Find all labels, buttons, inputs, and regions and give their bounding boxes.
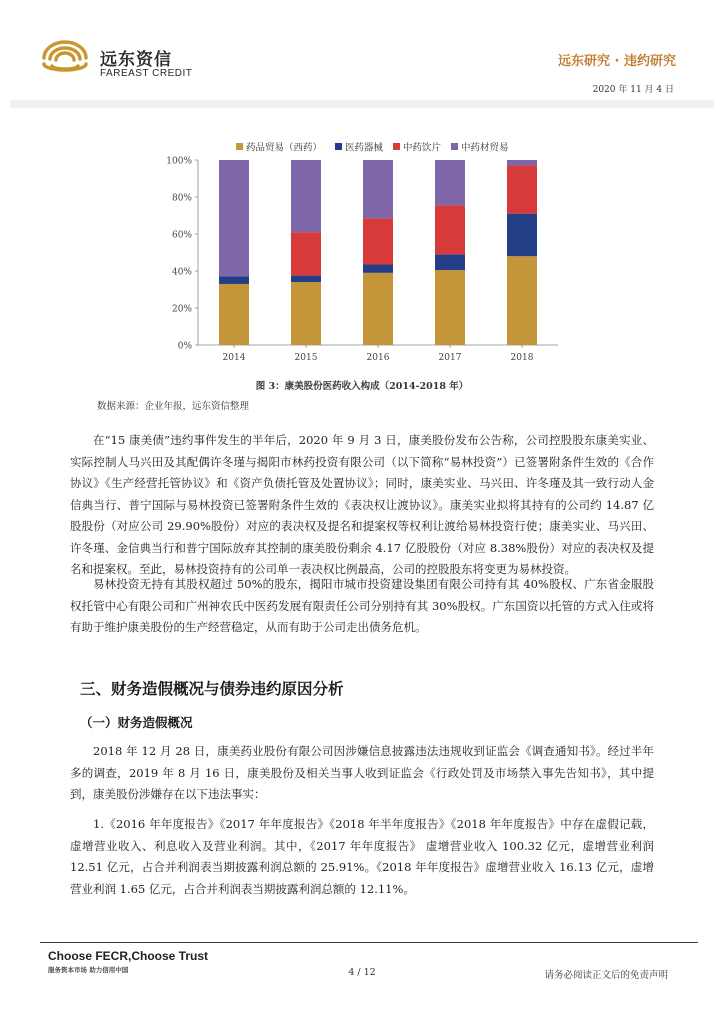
y-tick-label: 100% [166,156,192,167]
figure-caption: 图 3：康美股份医药收入构成（2014-2018 年） [255,381,469,392]
y-tick-label: 80% [171,193,192,204]
bar-segment [363,273,393,345]
y-tick-label: 20% [171,304,192,315]
bar-segment [219,284,249,345]
brand-name-cn: 远东资信 [100,50,172,70]
bar-segment [507,256,537,345]
bar-segment [363,218,393,264]
bar-segment [507,160,537,166]
bar-segment [435,254,465,270]
paragraph-violation-1: 1.《2016 年年度报告》《2017 年年度报告》《2018 年半年度报告》《2018 年年度报告》中存在虚假记载，虚增营业收入、利息收入及营业利润。其中，《2017 年年度报告》 虚增营业收入 100.32 亿元，虚增营业利润 12.51 亿元，占合并利润表当期披露利润总额的 25.91%。《2018 年年度报告》虚增营业收入 16.13 亿元，虚增营业利润 1.65 亿元，占合并利润表当期披露利润总额的 12.11%。 [70,817,654,896]
bar-segment [435,205,465,254]
bar-segment [219,160,249,277]
section-title: 三、财务造假概况与债券违约原因分析 [80,680,344,698]
page-number: 4 / 12 [348,967,376,978]
legend-swatch [393,143,400,150]
bar-segment [435,270,465,345]
report-date: 2020 年 11 月 4 日 [592,85,674,95]
brand-name-en: FAREAST CREDIT [100,68,193,79]
bar-segment [291,232,321,275]
footer-subline: 服务资本市场 助力信用中国 [48,966,129,974]
report-type: 远东研究 · 违约研究 [558,54,676,69]
x-tick-label: 2014 [222,353,246,363]
x-tick-label: 2018 [510,353,534,363]
legend-label: 中药材贸易 [461,142,509,154]
y-tick-label: 0% [177,341,192,352]
bar-segment [435,160,465,205]
legend-swatch [335,143,342,150]
bar-segment [219,277,249,284]
footer-disclaimer: 请务必阅读正文后的免责声明 [544,970,668,981]
x-tick-label: 2016 [366,353,390,363]
bar-segment [291,160,321,232]
figure-source: 数据来源：企业年报，远东资信整理 [97,401,250,412]
revenue-composition-chart [0,0,724,375]
y-tick-label: 60% [171,230,192,241]
subsection-title: （一）财务造假概况 [80,715,193,730]
legend-label: 中药饮片 [403,142,442,154]
legend-label: 药品贸易（西药） [246,142,323,154]
bar-segment [363,160,393,218]
y-tick-label: 40% [171,267,192,278]
bar-segment [291,276,321,282]
bar-segment [363,265,393,273]
legend-label: 医药器械 [345,142,384,154]
legend-swatch [451,143,458,150]
bar-segment [507,166,537,214]
x-tick-label: 2015 [294,353,318,363]
legend-swatch [236,143,243,150]
paragraph-control-transfer: 在“15 康美债”违约事件发生的半年后，2020 年 9 月 3 日，康美股份发布公告称，公司控股股东康美实业、实际控制人马兴田及其配偶许冬瑾与揭阳市林药投资有限公司（以下简称“易林投资”）已签署附条件生效的《合作协议》《生产经营托管协议》和《资产负债托管及处置协议》；同时，康美实业、马兴田、许冬瑾及其一致行动人金信典当行、普宁国际与易林投资已签署附条件生效的《表决权让渡协议》。康美实业拟将其持有的公司约 14.87 亿股股份（对应公司 29.90%股份）对应的表决权及提名和提案权等权利让渡给易林投资行使；康美实业、马兴田、许冬瑾、金信典当行和普宁国际放弃其控制的康美股份剩余 4.17 亿股股份（对应 8.38%股份）对应的表决权及提名和提案权。至此，易林投资持有的公司单一表决权比例最高，公司的控股股东将变更为易林投资。 [70,433,654,576]
footer-divider [40,942,698,943]
paragraph-yilin-shareholders: 易林投资无持有其股权超过 50%的股东，揭阳市城市投资建设集团有限公司持有其 40%股权、广东省金服股权托管中心有限公司和广州神农氏中医药发展有限责任公司分别持有其 30%股权。广东国资以托管的方式入住或将有助于维护康美股份的生产经营稳定，从而有助于公司走出债务危机。 [70,577,654,634]
bar-segment [291,282,321,345]
bar-segment [507,214,537,257]
x-tick-label: 2017 [438,353,462,363]
paragraph-investigation: 2018 年 12 月 28 日，康美药业股份有限公司因涉嫌信息披露违法违规收到证监会《调查通知书》。经过半年多的调查，2019 年 8 月 16 日，康美股份及相关当事人收到证监会《行政处罚及市场禁入事先告知书》，其中提到，康美股份涉嫌存在以下违法事实： [70,744,654,801]
footer-slogan: Choose FECR,Choose Trust [48,949,209,963]
